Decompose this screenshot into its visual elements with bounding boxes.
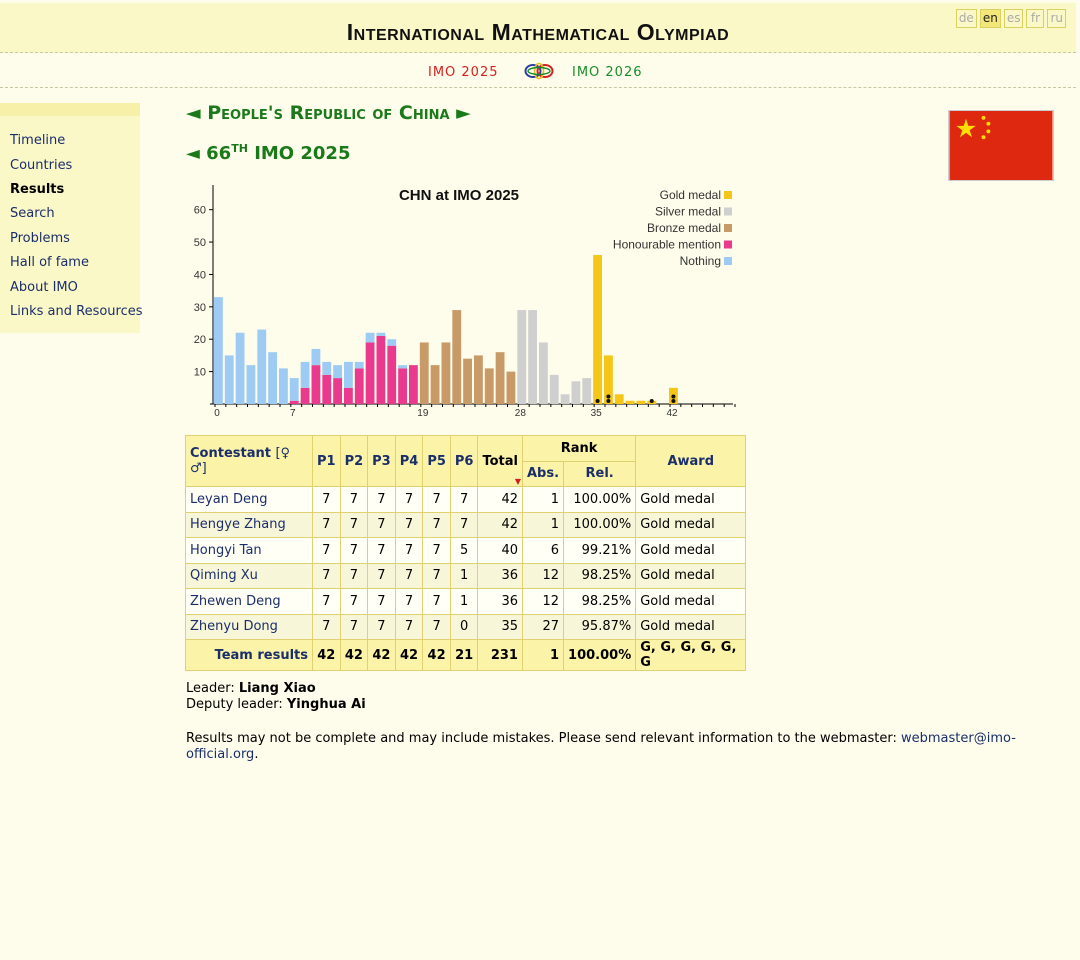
bar-score-1-nothing <box>225 355 234 404</box>
award: Gold medal <box>636 487 746 513</box>
bar-score-11-hm <box>333 378 342 404</box>
leaders-block <box>186 681 366 713</box>
bar-score-15-nothing <box>377 333 386 336</box>
bar-score-29-silver <box>528 310 537 404</box>
problem-score: 7 <box>340 487 368 513</box>
problem-score: 7 <box>313 563 341 589</box>
rel-rank: 95.87% <box>564 614 636 640</box>
deputy-label: Deputy leader: <box>186 697 283 712</box>
results-body <box>186 487 746 640</box>
bar-score-31-silver <box>550 375 559 404</box>
imo-logo-icon[interactable] <box>524 61 554 81</box>
bar-score-20-bronze <box>431 365 440 404</box>
x-tick-label: 42 <box>666 408 678 419</box>
bar-score-32-silver <box>561 394 570 404</box>
problem-score: 7 <box>395 512 423 538</box>
sort-desc-icon: ▼ <box>514 477 521 486</box>
legend-swatch <box>724 241 732 249</box>
problem-score: 7 <box>340 614 368 640</box>
problem-score: 5 <box>450 538 478 564</box>
bar-score-10-nothing <box>322 362 331 375</box>
gender-filter[interactable]: [♀ ♂] <box>190 446 291 476</box>
team-member-marker <box>606 399 610 403</box>
bar-score-9-hm <box>312 365 321 404</box>
total-score: 40 <box>478 538 523 564</box>
sidebar <box>0 103 143 333</box>
problem-score: 7 <box>313 512 341 538</box>
abs-rank: 12 <box>522 563 563 589</box>
table-row <box>186 538 746 564</box>
problem-score: 7 <box>368 538 396 564</box>
problem-score: 7 <box>340 563 368 589</box>
p3-header[interactable]: P3 <box>368 436 396 487</box>
y-tick-label: 20 <box>193 334 206 347</box>
problem-score: 7 <box>395 563 423 589</box>
lang-ru[interactable]: ru <box>1047 9 1066 28</box>
rank-header: Rank <box>522 436 635 462</box>
chart-y-axis <box>194 185 213 404</box>
total-score: 36 <box>478 589 523 615</box>
team-total: 231 <box>478 640 523 671</box>
team-p1: 42 <box>313 640 341 671</box>
language-switcher <box>956 9 1066 28</box>
bar-score-21-bronze <box>442 342 451 404</box>
deputy-name: Yinghua Ai <box>286 697 366 712</box>
rel-rank: 98.25% <box>564 563 636 589</box>
lang-es[interactable]: es <box>1004 9 1024 28</box>
abs-rank: 1 <box>522 487 563 513</box>
bar-score-37-gold <box>615 394 624 404</box>
imo-number: 66 <box>206 143 232 164</box>
bar-score-30-silver <box>539 342 548 404</box>
deputy-line <box>186 697 366 713</box>
bar-score-39-gold <box>637 401 646 404</box>
chart-x-axis <box>210 404 735 419</box>
problem-score: 7 <box>395 614 423 640</box>
lang-en[interactable]: en <box>980 9 1001 28</box>
score-distribution-chart <box>186 180 746 420</box>
table-row <box>186 563 746 589</box>
next-imo-link[interactable]: IMO 2026 <box>572 65 643 80</box>
problem-score: 7 <box>313 589 341 615</box>
imo-year-label: IMO 2025 <box>254 143 351 164</box>
y-tick-label: 60 <box>193 204 206 217</box>
table-row <box>186 512 746 538</box>
contestant-name[interactable]: Qiming Xu <box>186 563 313 589</box>
bar-score-38-gold <box>626 401 635 404</box>
y-tick-label: 40 <box>193 269 206 282</box>
bar-score-7-hm <box>290 401 299 404</box>
table-row <box>186 487 746 513</box>
sidebar-strip <box>0 103 140 116</box>
disclaimer-note <box>186 731 1016 763</box>
bar-score-27-bronze <box>507 372 516 404</box>
legend-label: Nothing <box>679 254 721 268</box>
team-p2: 42 <box>340 640 368 671</box>
chart-bars <box>214 255 678 404</box>
imo-heading <box>186 142 350 164</box>
bar-score-22-bronze <box>452 310 461 404</box>
table-row <box>186 614 746 640</box>
site-title[interactable]: International Mathematical Olympiad <box>346 19 730 45</box>
bar-score-26-bronze <box>496 352 505 404</box>
problem-score: 7 <box>450 512 478 538</box>
legend-swatch <box>724 257 732 265</box>
bar-score-34-silver <box>582 378 591 404</box>
bar-score-2-nothing <box>236 333 245 404</box>
team-member-marker <box>596 399 600 403</box>
problem-score: 7 <box>423 563 451 589</box>
lang-de[interactable]: de <box>956 9 977 28</box>
disclaimer-text: Results may not be complete and may include mistakes. Please send relevant information to the webmaster: <box>186 731 897 746</box>
total-score: 36 <box>478 563 523 589</box>
problem-score: 7 <box>423 589 451 615</box>
sidebar-item-search[interactable]: Search <box>10 206 55 221</box>
sidebar-item-problems[interactable]: Problems <box>10 231 70 246</box>
abs-rank: 1 <box>522 512 563 538</box>
disclaimer-end: . <box>254 747 259 762</box>
sidebar-item-countries[interactable]: Countries <box>10 158 73 173</box>
bar-score-7-nothing <box>290 378 299 401</box>
problem-score: 7 <box>423 512 451 538</box>
team-member-marker <box>671 395 675 399</box>
total-header-label: Total <box>482 453 518 469</box>
sidebar-item-hall-of-fame[interactable]: Hall of fame <box>10 255 89 270</box>
chart-legend <box>613 188 732 268</box>
table-row <box>186 589 746 615</box>
legend-swatch <box>724 208 732 216</box>
rel-rank: 100.00% <box>564 512 636 538</box>
legend-label: Silver medal <box>654 204 721 219</box>
bar-score-33-silver <box>572 381 581 404</box>
x-tick-label: 0 <box>214 408 220 419</box>
team-p6: 21 <box>450 640 478 671</box>
team-member-marker <box>650 399 654 403</box>
problem-score: 7 <box>313 538 341 564</box>
abs-rank-header[interactable]: Abs. <box>522 461 563 487</box>
bar-score-8-nothing <box>301 362 310 388</box>
rel-rank-header[interactable]: Rel. <box>564 461 636 487</box>
y-tick-label: 30 <box>193 301 206 314</box>
site-header <box>0 3 1076 53</box>
problem-score: 7 <box>368 563 396 589</box>
bar-score-14-hm <box>366 342 375 404</box>
rel-rank: 100.00% <box>564 487 636 513</box>
country-heading <box>186 102 471 124</box>
problem-score: 7 <box>313 614 341 640</box>
problem-score: 7 <box>423 614 451 640</box>
p6-header[interactable]: P6 <box>450 436 478 487</box>
contestant-name[interactable]: Hongyi Tan <box>186 538 313 564</box>
contestant-name[interactable]: Leyan Deng <box>186 487 313 513</box>
bar-score-12-nothing <box>344 362 353 388</box>
p4-header[interactable]: P4 <box>395 436 423 487</box>
award: Gold medal <box>636 538 746 564</box>
bar-score-14-nothing <box>366 333 375 343</box>
bar-score-16-nothing <box>387 339 396 345</box>
bar-score-24-bronze <box>474 355 483 404</box>
imo-number-suffix: TH <box>231 142 248 155</box>
sidebar-item-about-imo[interactable]: About IMO <box>10 280 78 295</box>
abs-rank: 6 <box>522 538 563 564</box>
p5-header[interactable]: P5 <box>423 436 451 487</box>
bar-score-16-hm <box>387 346 396 404</box>
bar-score-8-hm <box>301 388 310 404</box>
abs-rank: 27 <box>522 614 563 640</box>
results-table <box>185 435 746 671</box>
leader-name: Liang Xiao <box>238 681 316 696</box>
bar-score-15-hm <box>377 336 386 404</box>
rel-rank: 99.21% <box>564 538 636 564</box>
abs-rank: 12 <box>522 589 563 615</box>
problem-score: 7 <box>395 589 423 615</box>
lang-fr[interactable]: fr <box>1026 9 1044 28</box>
leader-label: Leader: <box>186 681 235 696</box>
team-rel-rank: 100.00% <box>564 640 636 671</box>
prev-imo-arrow[interactable]: ◄ <box>186 143 200 164</box>
problem-score: 1 <box>450 589 478 615</box>
problem-score: 7 <box>450 487 478 513</box>
team-p5: 42 <box>423 640 451 671</box>
team-member-marker <box>606 395 610 399</box>
award: Gold medal <box>636 614 746 640</box>
sidebar-item-links[interactable]: Links and Resources <box>10 304 143 319</box>
bar-score-0-nothing <box>214 297 223 404</box>
contestant-header-label: Contestant <box>190 446 271 461</box>
bar-score-6-nothing <box>279 368 288 404</box>
contestant-name[interactable]: Hengye Zhang <box>186 512 313 538</box>
country-name: People's Republic of China <box>207 102 450 124</box>
bar-score-13-nothing <box>355 362 364 368</box>
next-country-arrow[interactable]: ► <box>456 102 471 124</box>
rel-rank: 98.25% <box>564 589 636 615</box>
p2-header[interactable]: P2 <box>340 436 368 487</box>
bar-score-9-nothing <box>312 349 321 365</box>
team-abs-rank: 1 <box>522 640 563 671</box>
problem-score: 7 <box>423 487 451 513</box>
bar-score-10-hm <box>322 375 331 404</box>
x-tick-label: 35 <box>590 408 602 419</box>
team-results-label: Team results <box>186 640 313 671</box>
bar-score-23-bronze <box>463 359 472 404</box>
problem-score: 1 <box>450 563 478 589</box>
total-score: 35 <box>478 614 523 640</box>
sidebar-item-results[interactable]: Results <box>10 182 65 197</box>
prev-imo-link[interactable]: IMO 2025 <box>428 65 499 80</box>
legend-label: Honourable mention <box>612 237 721 252</box>
award: Gold medal <box>636 512 746 538</box>
legend-label: Bronze medal <box>646 221 721 235</box>
problem-score: 7 <box>340 589 368 615</box>
chart-title: CHN at IMO 2025 <box>398 187 520 204</box>
bar-score-19-bronze <box>420 342 429 404</box>
sidebar-item-timeline[interactable]: Timeline <box>10 133 66 148</box>
legend-swatch <box>724 224 732 232</box>
bar-score-12-hm <box>344 388 353 404</box>
bar-score-25-bronze <box>485 368 494 404</box>
leader-line <box>186 681 366 697</box>
problem-score: 7 <box>368 487 396 513</box>
legend-label: Gold medal <box>659 188 721 202</box>
contestant-name[interactable]: Zhenyu Dong <box>186 614 313 640</box>
team-awards: G, G, G, G, G, G <box>636 640 746 671</box>
problem-score: 7 <box>340 538 368 564</box>
p1-header[interactable]: P1 <box>313 436 341 487</box>
total-score: 42 <box>478 487 523 513</box>
bar-score-18-hm <box>409 365 418 404</box>
team-member-marker <box>671 399 675 403</box>
team-p3: 42 <box>368 640 396 671</box>
problem-score: 7 <box>340 512 368 538</box>
problem-score: 7 <box>395 487 423 513</box>
bar-score-5-nothing <box>268 352 277 404</box>
team-p4: 42 <box>395 640 423 671</box>
problem-score: 0 <box>450 614 478 640</box>
y-tick-label: 10 <box>193 366 206 379</box>
webmaster-email-link[interactable]: webmaster@imo-official.org <box>186 731 1016 762</box>
bar-score-11-nothing <box>333 365 342 378</box>
bar-score-28-silver <box>517 310 526 404</box>
problem-score: 7 <box>368 589 396 615</box>
contestant-header[interactable] <box>186 436 313 487</box>
problem-score: 7 <box>395 538 423 564</box>
award: Gold medal <box>636 563 746 589</box>
total-header[interactable] <box>478 436 523 487</box>
bar-score-35-gold <box>593 255 602 404</box>
prev-country-arrow[interactable]: ◄ <box>186 102 201 124</box>
x-tick-label: 19 <box>417 408 429 419</box>
contestant-name[interactable]: Zhewen Deng <box>186 589 313 615</box>
y-tick-label: 50 <box>193 237 206 250</box>
legend-swatch <box>724 191 732 199</box>
bar-score-13-hm <box>355 368 364 404</box>
award-header[interactable]: Award <box>636 436 746 487</box>
problem-score: 7 <box>368 614 396 640</box>
bar-score-17-nothing <box>398 365 407 368</box>
problem-score: 7 <box>368 512 396 538</box>
bar-score-17-hm <box>398 368 407 404</box>
award: Gold medal <box>636 589 746 615</box>
x-tick-label: 7 <box>290 408 296 419</box>
total-score: 42 <box>478 512 523 538</box>
china-flag-image <box>948 110 1054 181</box>
team-results-row <box>186 640 746 671</box>
bar-score-3-nothing <box>247 365 256 404</box>
x-tick-label: 28 <box>514 408 526 419</box>
bar-score-4-nothing <box>257 330 266 404</box>
problem-score: 7 <box>313 487 341 513</box>
problem-score: 7 <box>423 538 451 564</box>
